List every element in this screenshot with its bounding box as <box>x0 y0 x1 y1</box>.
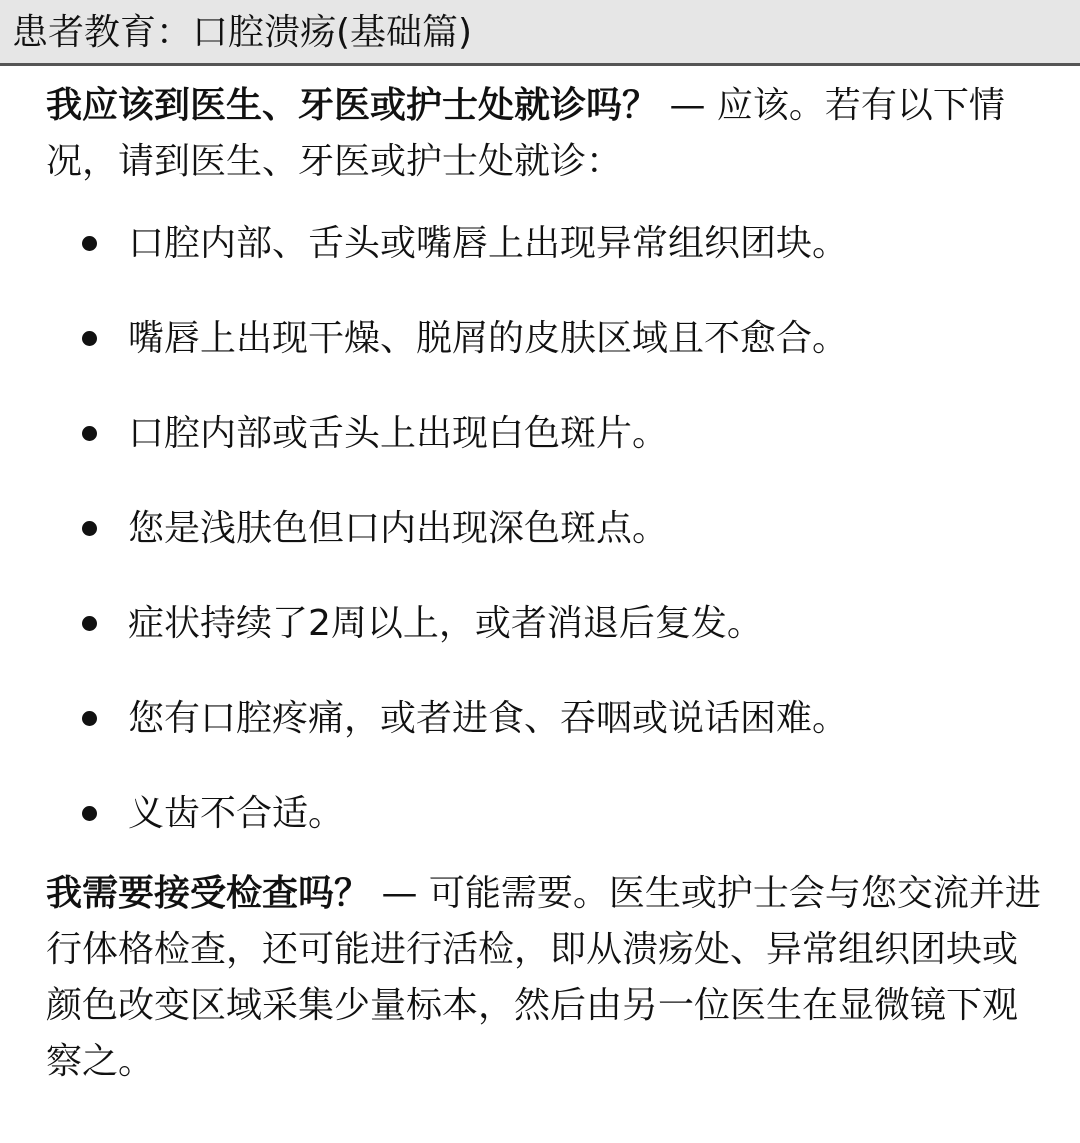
list-item-text: 义齿不合适。 <box>128 793 345 834</box>
answer-see-doctor: — 应该。若有以下情况，请到医生、牙医或护士处就诊： <box>46 85 1005 182</box>
list-item <box>46 311 1046 367</box>
list-item-text: 您是浅肤色但口内出现深色斑点。 <box>128 508 669 549</box>
list-item <box>46 216 1046 272</box>
list-item <box>46 786 1046 842</box>
bullet-icon <box>82 711 97 726</box>
question-examination: 我需要接受检查吗？ <box>46 873 371 914</box>
list-item-text: 您有口腔疼痛，或者进食、吞咽或说话困难。 <box>128 698 849 739</box>
article-body <box>46 78 1046 1090</box>
bullet-icon <box>82 521 97 536</box>
bullet-icon <box>82 616 97 631</box>
bullet-icon <box>82 806 97 821</box>
header-bar <box>0 0 1080 66</box>
symptom-list <box>46 216 1046 842</box>
list-item <box>46 596 1046 652</box>
bullet-icon <box>82 331 97 346</box>
paragraph-see-doctor <box>46 78 1046 190</box>
bullet-icon <box>82 236 97 251</box>
answer-examination: — 可能需要。医生或护士会与您交流并进行体格检查，还可能进行活检，即从溃疡处、异常组织团块或颜色改变区域采集少量标本，然后由另一位医生在显微镜下观察之。 <box>46 873 1041 1082</box>
list-item <box>46 501 1046 557</box>
page-title: 患者教育：口腔溃疡(基础篇) <box>12 12 473 53</box>
list-item <box>46 691 1046 747</box>
list-item-text: 口腔内部或舌头上出现白色斑片。 <box>128 413 669 454</box>
question-see-doctor: 我应该到医生、牙医或护士处就诊吗？ <box>46 85 659 126</box>
bullet-icon <box>82 426 97 441</box>
list-item-text: 症状持续了2周以上，或者消退后复发。 <box>128 603 763 644</box>
list-item-text: 口腔内部、舌头或嘴唇上出现异常组织团块。 <box>128 223 849 264</box>
list-item <box>46 406 1046 462</box>
paragraph-examination <box>46 866 1046 1090</box>
list-item-text: 嘴唇上出现干燥、脱屑的皮肤区域且不愈合。 <box>128 318 849 359</box>
